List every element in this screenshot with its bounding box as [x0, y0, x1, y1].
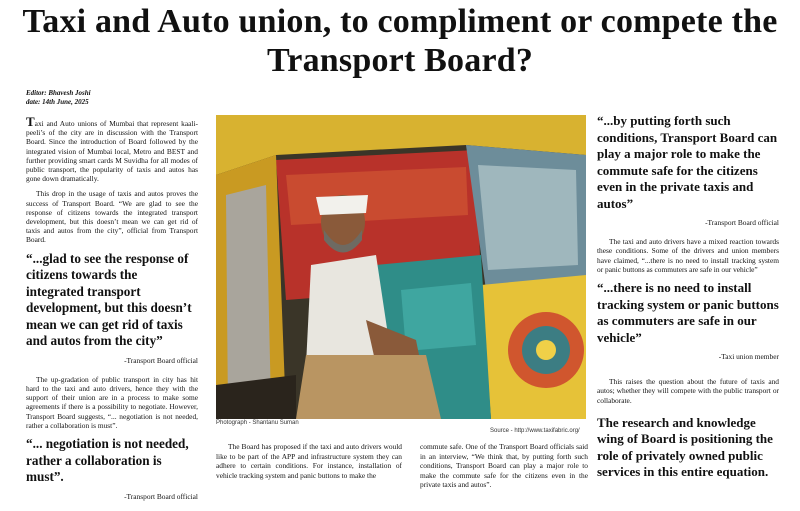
taxi-driver-photo [216, 115, 586, 419]
official-interview-paragraph: commute safe. One of the Transport Board officials said in an interview, “We think that, by putting forth such conditions, Transport Board can play a major role to make the commute safe for the citizens even in the private taxis and autos”. [420, 442, 588, 490]
quote-attribution: -Transport Board official [705, 218, 779, 227]
pull-quote-glad: “...glad to see the response of citizens towards the integrated transport development, but this doesn’t mean we can get rid of taxis and autos from the city” [26, 250, 192, 349]
bottom-left-text [216, 442, 402, 480]
second-paragraph: This drop in the usage of taxis and autos proves the success of Transport Board. “We are glad to see the response of citizens towards the integrated transport development, but this doesn’t mean we can get rid of taxis and autos from the city”, official from Transport Board. [26, 189, 198, 245]
drop-cap: T [26, 114, 35, 129]
intro-paragraph [26, 115, 198, 183]
editor-name: Editor: Bhavesh Joshi [26, 89, 91, 97]
pull-quote-negotiation: “... negotiation is not needed, rather a collaboration is must”. [26, 436, 189, 485]
byline [26, 89, 91, 106]
photo-source: Source - http://www.taxifabric.org/ [490, 428, 580, 434]
publish-date: date: 14th June, 2025 [26, 97, 89, 106]
quote-attribution: -Transport Board official [124, 355, 198, 365]
quote-attribution: -Transport Board official [124, 491, 198, 501]
pull-quote-conditions: “...by putting forth such conditions, Transport Board can play a major role to make the commute safe for the citizens even in the private taxis and autos” [597, 113, 778, 211]
bottom-right-text [420, 442, 588, 490]
future-question-paragraph: This raises the question about the future of taxis and autos; whether they will compete with the public transport or collaborate. [597, 377, 779, 405]
headline: Taxi and Auto union, to compliment or compete the Transport Board? [22, 3, 778, 79]
mixed-reaction-paragraph: The taxi and auto drivers have a mixed reaction towards these conditions. Some of the drivers and union members have claimed, “...there is no need to install tracking system or panic buttons as commuters are safe in our vehicle” [597, 237, 779, 274]
third-paragraph: The up-gradation of public transport in city has hit hard to the taxi and auto drivers, hence they with the support of their union are in a process to make some agreements if there is a possibility to negotiate. However, Transport Board suggests, “... negotiation is not needed, rather a collaboration is must”. [26, 374, 198, 430]
right-column [597, 113, 779, 487]
closing-pull-quote: The research and knowledge wing of Board is positioning the role of privately owned public services in this entire equation. [597, 414, 773, 480]
photo-illustration [216, 115, 586, 419]
quote-attribution: -Taxi union member [718, 352, 779, 362]
intro-text: axi and Auto unions of Mumbai that represent kaali-peeli’s of the city are in discussion with the Transport Board. Since the introduction of Board followed by the integrated vision of Mumbai local, Metro and BEST and further providing smart cards M Suvidha for all modes of public transport, the popularity of taxis and autos has gone down dramatically. [26, 119, 198, 184]
photo-credit: Photograph - Shantanu Suman [216, 420, 299, 426]
left-column [26, 115, 198, 511]
pull-quote-no-need: “...there is no need to install tracking system or panic buttons as commuters are safe in our vehicle” [597, 280, 779, 345]
proposal-paragraph: The Board has proposed if the taxi and auto drivers would like to be part of the APP and infrastructure system they can adhere to certain conditions. For instance, installation of vehicle tracking system and panic buttons to make the [216, 442, 402, 480]
